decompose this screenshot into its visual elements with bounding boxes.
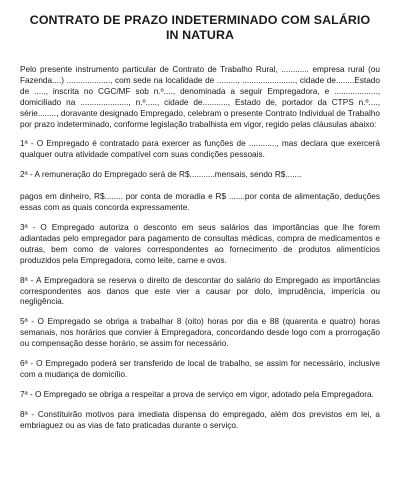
clause-8: 8ª - Constituirão motivos para imediata dispensa do empregado, além dos previstos em lei, a embriaguez ou as vias de fato praticadas durante o serviço. bbox=[20, 409, 380, 430]
document-title: CONTRATO DE PRAZO INDETERMINADO COM SALÁRIO IN NATURA bbox=[29, 13, 371, 42]
clause-7: 7ª - O Empregado se obriga a respeitar a prova de serviço em vigor, adotado pela Empregadora. bbox=[20, 389, 374, 399]
clause-2: 2ª - A remuneração do Empregado será de R$...........mensais, sendo R$....... bbox=[20, 170, 302, 180]
clause-2-continuation: pagos em dinheiro, R$........ por conta de moradia e R$ .......por conta de alimentação, deduções essas com as quais concorda expressamente. bbox=[20, 192, 380, 213]
clause-4: 8ª - A Empregadora se reserva o direito de descontar do salário do Empregado as importâncias correspondentes aos danos que este vier a causar por dolo, imprudência, imperícia ou negligência. bbox=[20, 275, 380, 307]
intro-paragraph: Pelo presente instrumento particular de Contrato de Trabalho Rural, ............ empresa rural (ou Fazenda....) ..................., com sede na localidade de ........., ......................., cidade de........Estado de ....., inscrita no CGC/MF sob n.º...., denominada a seguir Empregadora, e ..................., domiciliado na ....................., n.º....., cidade de..........., Estado de, portador da CTPS n.º...., série........, doravante designado Empregado, celebram o presente Contrato Individual de Trabalho por prazo indeterminado, conforme legislação trabalhista em vigor, regido pelas cláusulas abaixo: bbox=[20, 65, 380, 129]
clause-3: 3ª - O Empregado autoriza o desconto em seus salários das importâncias que lhe forem adiantadas pelo empregador para pagamento de consultas médicas, compra de medicamentos e outras, bem como de valores correspondentes ao fornecimento de produtos alimentícios produzidos pela Empregadora, como leite, carne e ovos. bbox=[20, 222, 380, 265]
clause-5: 5ª - O Empregado se obriga a trabalhar 8 (oito) horas por dia e 88 (quarenta e quatro) horas semanais, nos horários que convier à Empregadora, concordando desde logo com a prorrogação ou compensação desse horário, se assim for necessário. bbox=[20, 317, 380, 349]
document-body bbox=[20, 65, 380, 432]
clause-1: 1ª - O Empregado é contratado para exercer as funções de ............, mas declara que exercerá qualquer outra atividade compatível com suas condições pessoais. bbox=[20, 139, 380, 160]
clause-6: 6ª - O Empregado poderá ser transferido de local de trabalho, se assim for necessário, inclusive com a mudança de domicílio. bbox=[20, 359, 380, 379]
